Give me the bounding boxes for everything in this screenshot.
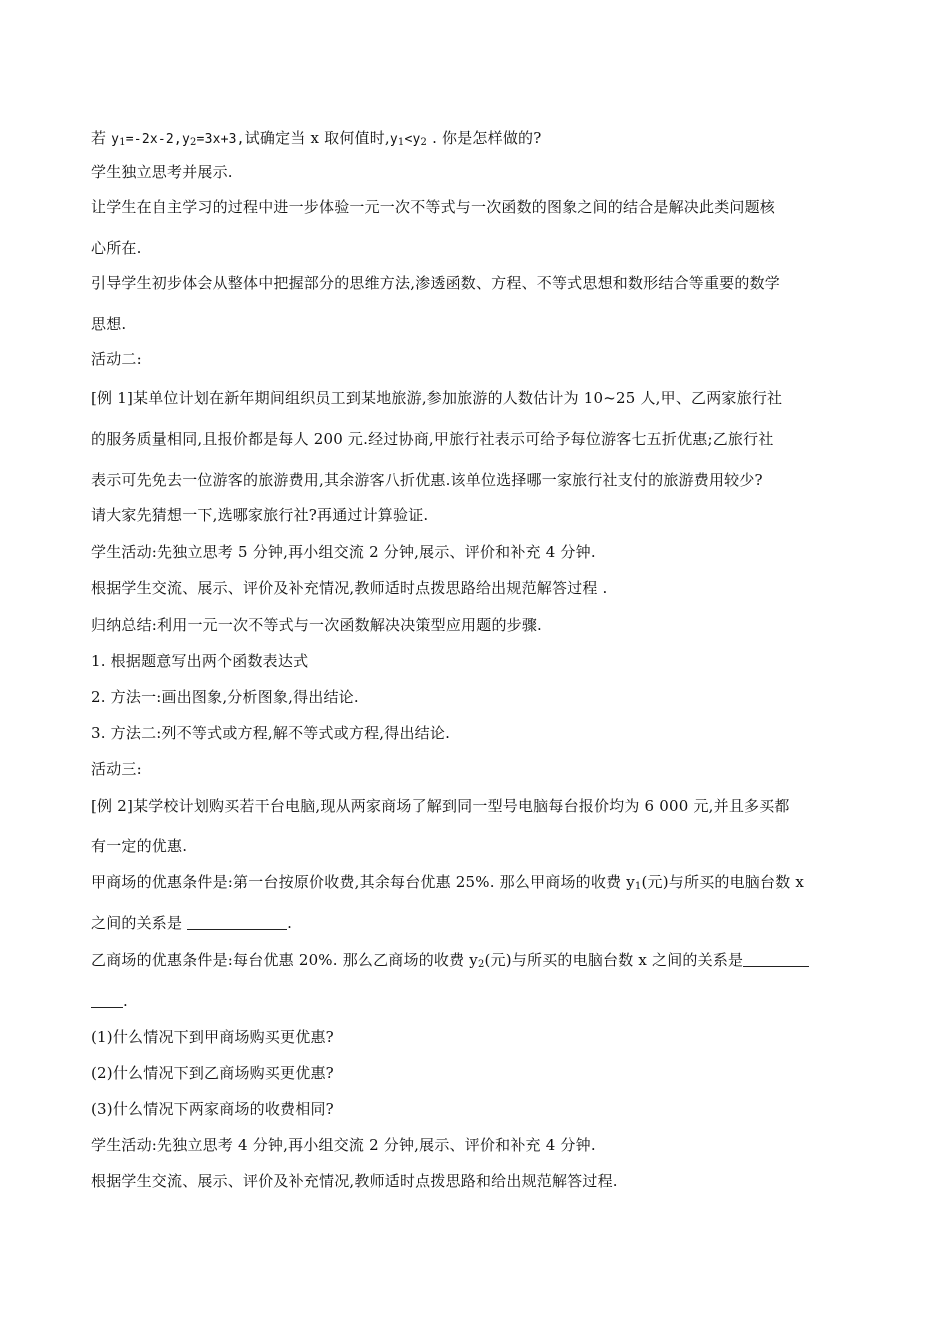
text: 若 (91, 129, 112, 147)
subscript: 1 (634, 881, 642, 892)
text: 乙商场的优惠条件是:每台优惠 20%. 那么乙商场的收费 y (91, 951, 478, 969)
text: . (287, 914, 293, 932)
subscript: 2 (420, 137, 428, 148)
text: 之间的关系是 (91, 914, 188, 932)
subscript: 2 (477, 959, 485, 970)
subscript: 2 (189, 137, 197, 148)
math-var: y (111, 132, 120, 147)
math-expr: =3x+3, (196, 132, 245, 147)
subscript: 1 (119, 137, 126, 148)
text: . (123, 992, 128, 1010)
text: (元)与所买的电脑台数 x 之间的关系是 (484, 951, 744, 969)
text: (元)与所买的电脑台数 x (641, 873, 805, 891)
text: 甲商场的优惠条件是:第一台按原价收费,其余每台优惠 25%. 那么甲商场的收费 y (91, 873, 635, 891)
list-item: 1. 根据题意写出两个函数表达式 (91, 652, 309, 670)
answer-blank[interactable] (91, 993, 123, 1008)
math-expr: =-2x-2, (125, 132, 182, 147)
list-item: 2. 方法一:画出图象,分析图象,得出结论. (91, 688, 359, 706)
paragraph: 引导学生初步体会从整体中把握部分的思维方法,渗透函数、方程、不等式思想和数形结合等重要的数学 (91, 274, 780, 292)
paragraph: 学生活动:先独立思考 5 分钟,再小组交流 2 分钟,展示、评价和补充 4 分钟. (91, 543, 596, 561)
paragraph: 根据学生交流、展示、评价及补充情况,教师适时点拨思路给出规范解答过程 . (91, 579, 608, 597)
paragraph: 让学生在自主学习的过程中进一步体验一元一次不等式与一次函数的图象之间的结合是解决此类问题核 (91, 198, 776, 216)
list-item: 3. 方法二:列不等式或方程,解不等式或方程,得出结论. (91, 724, 451, 742)
paragraph: 归纳总结:利用一元一次不等式与一次函数解决决策型应用题的步骤. (91, 616, 543, 634)
paragraph: 根据学生交流、展示、评价及补充情况,教师适时点拨思路和给出规范解答过程. (91, 1172, 618, 1190)
question: (2)什么情况下到乙商场购买更优惠? (91, 1064, 334, 1082)
paragraph (91, 950, 862, 970)
question: (1)什么情况下到甲商场购买更优惠? (91, 1028, 334, 1046)
subscript: 1 (397, 137, 405, 148)
example-1-cont: 表示可先免去一位游客的旅游费用,其余游客八折优惠.该单位选择哪一家旅行社支付的旅游费用较少? (91, 471, 763, 489)
paragraph: 学生独立思考并展示. (91, 163, 233, 181)
section-heading: 活动三: (91, 760, 142, 778)
paragraph (91, 913, 862, 933)
example-1-cont: 的服务质量相同,且报价都是每人 200 元.经过协商,甲旅行社表示可给予每位游客七五折优惠;乙旅行社 (91, 430, 774, 448)
example-2-cont: 有一定的优惠. (91, 837, 188, 855)
paragraph: 学生活动:先独立思考 4 分钟,再小组交流 2 分钟,展示、评价和补充 4 分钟. (91, 1136, 596, 1154)
math-var: y (389, 132, 398, 147)
example-1: [例 1]某单位计划在新年期间组织员工到某地旅游,参加旅游的人数估计为 10~25 人,甲、乙两家旅行社 (91, 389, 783, 407)
math-expr: <y (404, 132, 421, 147)
paragraph: 心所在. (91, 239, 142, 257)
section-heading: 活动二: (91, 350, 142, 368)
answer-blank[interactable] (187, 915, 287, 930)
question: (3)什么情况下两家商场的收费相同? (91, 1100, 334, 1118)
example-2: [例 2]某学校计划购买若干台电脑,现从两家商场了解到同一型号电脑每台报价均为 6 000 元,并且多买都 (91, 797, 790, 815)
paragraph (91, 872, 862, 892)
paragraph (91, 991, 862, 1011)
paragraph: 思想. (91, 315, 127, 333)
text: . 你是怎样做的? (427, 129, 542, 147)
math-var: y (181, 132, 190, 147)
answer-blank[interactable] (743, 952, 809, 967)
paragraph: 请大家先猜想一下,选哪家旅行社?再通过计算验证. (91, 506, 429, 524)
problem-intro-line (91, 128, 862, 150)
text: 试确定当 x 取何值时, (244, 129, 390, 147)
